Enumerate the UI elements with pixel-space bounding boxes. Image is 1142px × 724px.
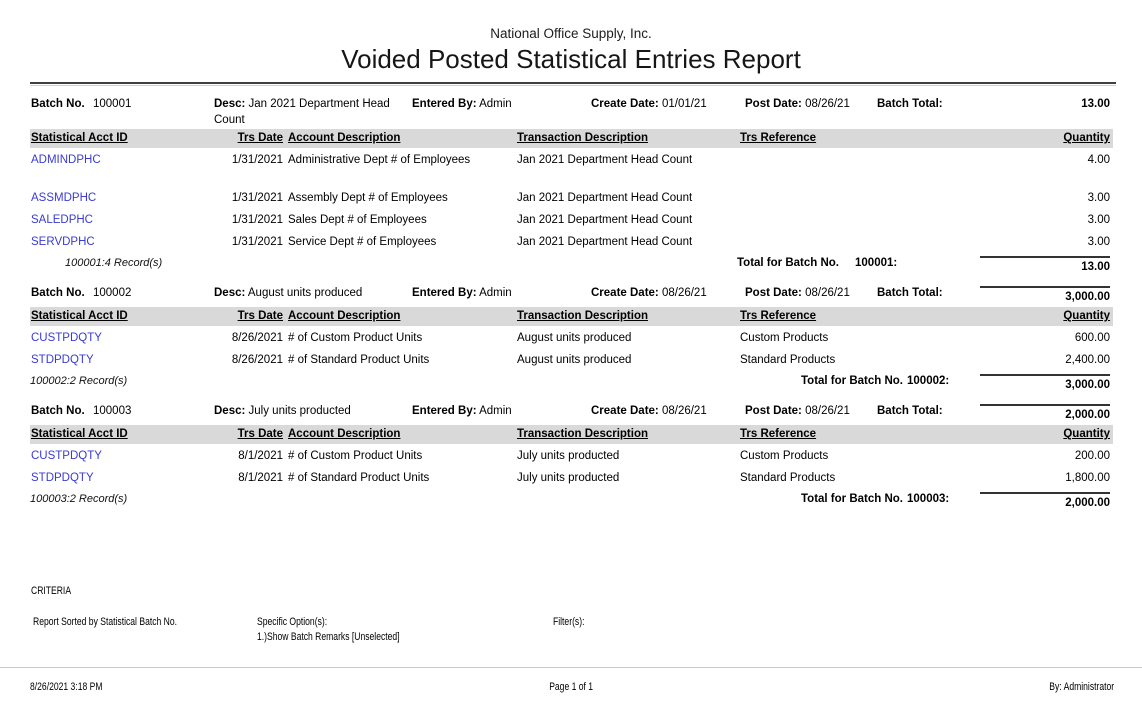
column-header-row [30,425,1113,444]
batch-total-value: 3,000.00 [980,286,1110,306]
create-date-label: Create Date: [591,287,659,299]
total-for-batch [737,256,897,272]
col-header-statistical-acct-id: Statistical Acct ID [31,310,128,322]
table-row [30,466,1113,488]
statistical-acct-id-link[interactable]: ASSMDPHC [31,192,97,204]
account-description-cell: # of Custom Product Units [288,450,423,462]
trs-date-cell: 8/26/2021 [231,354,283,366]
batch-total-value: 2,000.00 [980,404,1110,424]
table-row [30,444,1113,466]
statistical-acct-id-link[interactable]: CUSTPDQTY [31,332,102,344]
entered-by-value: Admin [479,287,512,299]
total-for-batch [801,492,949,508]
table-row [30,186,1113,208]
company-name: National Office Supply, Inc. [490,26,652,41]
col-header-trs-reference: Trs Reference [740,132,817,144]
batches-container [0,86,1142,512]
quantity-cell: 2,400.00 [1065,354,1110,366]
col-header-trs-reference: Trs Reference [740,428,817,440]
report-title: Voided Posted Statistical Entries Report [341,44,801,74]
entered-by-label: Entered By: [412,405,477,417]
total-for-batch-number: 100001: [855,257,898,269]
post-date-label: Post Date: [745,287,802,299]
total-for-batch-number: 100002: [907,375,950,387]
entered-by-label: Entered By: [412,287,477,299]
quantity-cell: 3.00 [1087,236,1110,248]
col-header-trs-reference: Trs Reference [740,310,817,322]
total-for-batch-number: 100003: [907,493,950,505]
col-header-statistical-acct-id: Statistical Acct ID [31,428,128,440]
total-quantity-value: 13.00 [980,256,1110,276]
batch-desc [214,286,410,302]
create-date-label: Create Date: [591,405,659,417]
batch-total-label: Batch Total: [877,405,943,417]
batch-entered-by [412,404,512,420]
column-header-row [30,129,1113,148]
trs-date-cell: 8/26/2021 [231,332,283,344]
statistical-acct-id-link[interactable]: SALEDPHC [31,214,93,226]
footer-rule [0,667,1142,668]
col-header-trs-date: Trs Date [237,132,283,144]
statistical-acct-id-link[interactable]: SERVDPHC [31,236,95,248]
batch-section [0,394,1142,512]
account-description-cell: Assembly Dept # of Employees [288,192,448,204]
criteria-heading: CRITERIA [31,585,72,597]
record-count: 100001:4 Record(s) [65,257,163,269]
col-header-transaction-description: Transaction Description [517,132,649,144]
batch-no-label: Batch No. [31,405,85,417]
col-header-quantity: Quantity [1063,428,1110,440]
table-row [30,348,1113,370]
total-for-batch-label: Total for Batch No. [801,375,904,387]
batch-total-row [30,488,1113,512]
quantity-cell: 3.00 [1087,192,1110,204]
footer-by-user: By: Administrator [1049,681,1114,693]
criteria-filters-label: Filter(s): [553,616,585,628]
batch-total-row [30,252,1113,276]
batch-post-date [745,97,850,113]
total-for-batch-label: Total for Batch No. [737,257,840,269]
col-header-account-description: Account Description [288,310,401,322]
transaction-description-cell: Jan 2021 Department Head Count [517,214,693,226]
batch-total-value: 13.00 [1081,98,1110,110]
statistical-acct-id-link[interactable]: STDPDQTY [31,472,94,484]
post-date-value: 08/26/21 [805,405,850,417]
trs-date-cell: 1/31/2021 [231,236,283,248]
entered-by-value: Admin [479,98,512,110]
post-date-label: Post Date: [745,98,802,110]
table-row [30,208,1113,230]
batch-create-date [591,97,707,113]
batch-section [0,86,1142,276]
batch-no-value: 100002 [93,287,132,299]
quantity-cell: 3.00 [1087,214,1110,226]
column-header-row [30,307,1113,326]
account-description-cell: # of Standard Product Units [288,354,430,366]
batch-entered-by [412,286,512,302]
total-quantity-value: 3,000.00 [980,374,1110,394]
batch-post-date [745,404,850,420]
batch-total-label: Batch Total: [877,98,943,110]
quantity-cell: 600.00 [1074,332,1110,344]
statistical-acct-id-link[interactable]: STDPDQTY [31,354,94,366]
desc-value: July units producted [248,405,351,417]
trs-date-cell: 1/31/2021 [231,214,283,226]
statistical-acct-id-link[interactable]: ADMINDPHC [31,154,101,166]
create-date-label: Create Date: [591,98,659,110]
account-description-cell: Service Dept # of Employees [288,236,437,248]
transaction-description-cell: August units produced [517,332,632,344]
desc-label: Desc: [214,98,246,110]
trs-reference-cell: Custom Products [740,450,829,462]
col-header-quantity: Quantity [1063,310,1110,322]
table-row [30,148,1113,186]
col-header-statistical-acct-id: Statistical Acct ID [31,132,128,144]
batch-rows [0,444,1142,488]
post-date-value: 08/26/21 [805,287,850,299]
col-header-account-description: Account Description [288,132,401,144]
criteria-sort-text: Report Sorted by Statistical Batch No. [33,616,178,628]
batch-no-value: 100003 [93,405,132,417]
batch-create-date [591,404,707,420]
total-for-batch [801,374,949,390]
criteria-option-1: 1.)Show Batch Remarks [Unselected] [257,631,400,643]
trs-reference-cell: Standard Products [740,472,836,484]
batch-header-row [30,86,1113,129]
batch-desc [214,97,410,128]
batch-entered-by [412,97,512,113]
batch-header-row [30,276,1113,307]
batch-rows [0,326,1142,370]
transaction-description-cell: Jan 2021 Department Head Count [517,192,693,204]
trs-reference-cell: Standard Products [740,354,836,366]
transaction-description-cell: August units produced [517,354,632,366]
post-date-label: Post Date: [745,405,802,417]
table-row [30,326,1113,348]
footer-datetime: 8/26/2021 3:18 PM [30,681,103,693]
table-row [30,230,1113,252]
batch-no-label: Batch No. [31,98,85,110]
col-header-trs-date: Trs Date [237,310,283,322]
transaction-description-cell: Jan 2021 Department Head Count [517,236,693,248]
transaction-description-cell: Jan 2021 Department Head Count [517,154,693,166]
batch-no-value: 100001 [93,98,132,110]
desc-value: Jan 2021 Department Head Count [214,98,390,126]
batch-rows [0,148,1142,252]
footer-page-number: Page 1 of 1 [549,681,593,693]
trs-date-cell: 1/31/2021 [231,192,283,204]
desc-label: Desc: [214,287,246,299]
batch-no-label: Batch No. [31,287,85,299]
account-description-cell: # of Custom Product Units [288,332,423,344]
trs-date-cell: 8/1/2021 [238,450,283,462]
title-rule [30,82,1116,84]
transaction-description-cell: July units producted [517,450,620,462]
col-header-quantity: Quantity [1063,132,1110,144]
record-count: 100002:2 Record(s) [30,375,128,387]
criteria-specific-options-label: Specific Option(s): [257,616,328,628]
batch-post-date [745,286,850,302]
quantity-cell: 4.00 [1087,154,1110,166]
batch-total-label: Batch Total: [877,287,943,299]
create-date-value: 01/01/21 [661,98,707,110]
entered-by-value: Admin [479,405,512,417]
batch-total-row [30,370,1113,394]
quantity-cell: 1,800.00 [1065,472,1110,484]
trs-reference-cell: Custom Products [740,332,829,344]
desc-label: Desc: [214,405,246,417]
batch-header-row [30,394,1113,425]
batch-create-date [591,286,707,302]
create-date-value: 08/26/21 [661,405,707,417]
trs-date-cell: 1/31/2021 [231,154,283,166]
create-date-value: 08/26/21 [661,287,707,299]
account-description-cell: Administrative Dept # of Employees [288,154,471,166]
total-for-batch-label: Total for Batch No. [801,493,904,505]
account-description-cell: Sales Dept # of Employees [288,214,427,226]
record-count: 100003:2 Record(s) [30,493,128,505]
col-header-account-description: Account Description [288,428,401,440]
total-quantity-value: 2,000.00 [980,492,1110,512]
entered-by-label: Entered By: [412,98,477,110]
batch-desc [214,404,410,420]
col-header-trs-date: Trs Date [237,428,283,440]
statistical-acct-id-link[interactable]: CUSTPDQTY [31,450,102,462]
batch-section [0,276,1142,394]
col-header-transaction-description: Transaction Description [517,310,649,322]
trs-date-cell: 8/1/2021 [238,472,283,484]
post-date-value: 08/26/21 [805,98,850,110]
quantity-cell: 200.00 [1074,450,1110,462]
col-header-transaction-description: Transaction Description [517,428,649,440]
transaction-description-cell: July units producted [517,472,620,484]
account-description-cell: # of Standard Product Units [288,472,430,484]
desc-value: August units produced [247,287,363,299]
